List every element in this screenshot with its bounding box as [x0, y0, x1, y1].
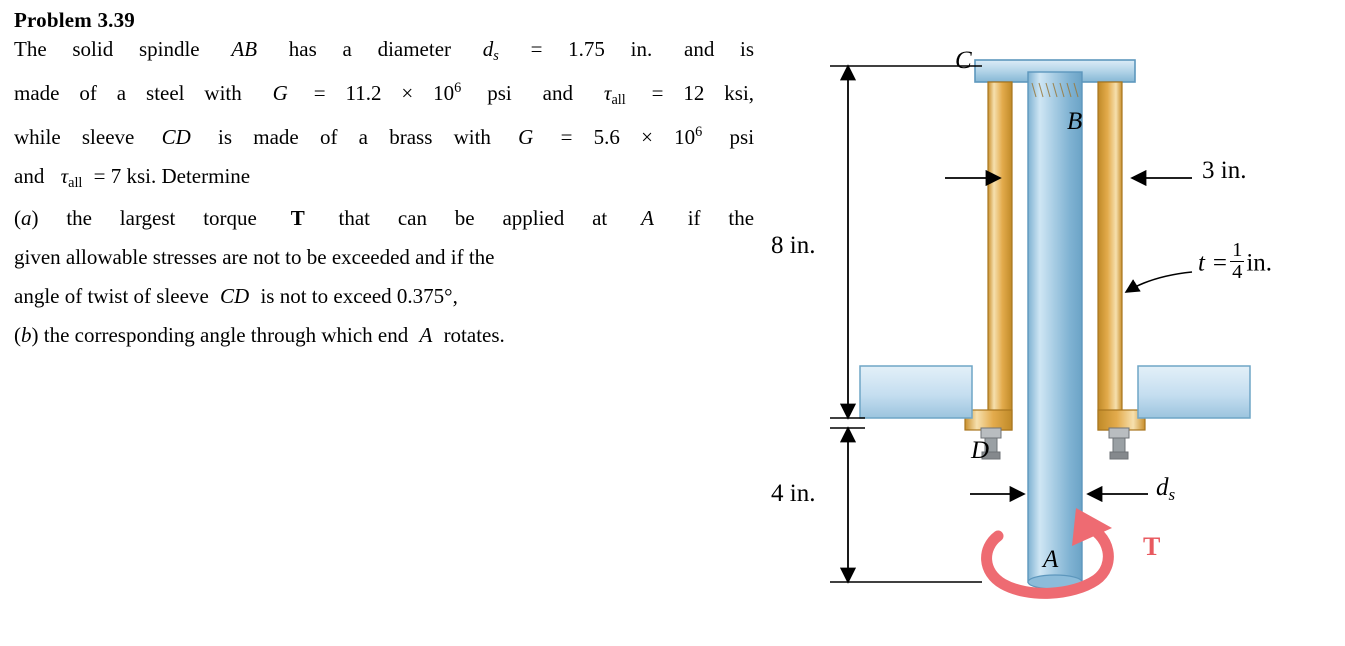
- text-subscript: all: [68, 175, 83, 192]
- statement-line-2: [14, 81, 754, 107]
- label-A: A: [1043, 546, 1059, 573]
- text-run: ) the largest torque: [31, 206, 257, 231]
- text-run: angle of twist of sleeve: [14, 284, 209, 309]
- statement-line-1: [14, 39, 754, 63]
- thickness-symbol: t =: [1198, 249, 1229, 277]
- page-title: Problem 3.39: [14, 8, 135, 32]
- text-run: (: [14, 206, 21, 231]
- fraction-numerator: 1: [1232, 239, 1243, 261]
- text-run: and is: [684, 37, 755, 61]
- statement-line-4: [14, 166, 754, 190]
- text-run: = 1.75 in.: [530, 37, 653, 61]
- part-a-line-1: [14, 208, 754, 229]
- part-a-line-3: [14, 286, 754, 307]
- text-run: . Determine: [150, 164, 251, 189]
- text-run: psi: [729, 125, 755, 150]
- label-C: C: [955, 47, 972, 74]
- text-run: psi: [487, 81, 512, 106]
- text-subscript: all: [611, 92, 626, 109]
- text-run-italic: τ: [603, 81, 612, 106]
- dimension-3in: 3 in.: [1202, 157, 1247, 184]
- label-B: B: [1067, 108, 1083, 135]
- thickness-fraction: [1230, 240, 1244, 282]
- bolt-right: [1109, 428, 1129, 459]
- text-run-italic: a: [21, 206, 32, 231]
- text-run: if the: [687, 206, 755, 231]
- text-run-italic: CD: [220, 284, 250, 309]
- part-a-line-2: given allowable stresses are not to be exceeded and if the: [14, 245, 495, 270]
- text-run: (: [14, 323, 21, 348]
- text-run-italic: G: [518, 125, 534, 150]
- thickness-unit: in.: [1246, 249, 1273, 277]
- fraction-denominator: 4: [1232, 260, 1243, 283]
- label-ds: [1156, 474, 1175, 505]
- text-subscript: s: [493, 47, 499, 64]
- text-run-italic: τ: [60, 164, 69, 189]
- text-run-italic: d: [482, 37, 494, 61]
- ds-subscript: s: [1168, 484, 1176, 504]
- label-D: D: [971, 437, 990, 464]
- text-superscript: 6: [454, 80, 462, 97]
- text-run: is made of a brass with: [218, 125, 491, 150]
- text-run: = 7 ksi: [93, 164, 151, 189]
- text-run: = 12 ksi,: [651, 81, 755, 106]
- dimension-8in: 8 in.: [771, 232, 816, 259]
- text-run-italic: G: [272, 81, 288, 106]
- text-run: ) the corresponding angle through which end: [31, 323, 409, 348]
- text-run: has a diameter: [288, 37, 452, 61]
- problem-body: [14, 39, 754, 346]
- dimension-4in: 4 in.: [771, 480, 816, 507]
- text-run: while sleeve: [14, 125, 135, 150]
- ds-symbol: d: [1156, 474, 1169, 501]
- text-run: and: [14, 164, 45, 189]
- figure-spindle-sleeve: [760, 0, 1345, 646]
- text-run: and: [542, 81, 573, 106]
- text-run: is not to exceed 0.375°,: [260, 284, 458, 309]
- text-run-italic: A: [419, 323, 433, 348]
- text-run-italic: A: [641, 206, 654, 231]
- text-run-italic: CD: [161, 125, 191, 150]
- problem-statement: [14, 8, 754, 364]
- text-run: = 11.2 × 10: [313, 81, 455, 106]
- text-superscript: 6: [695, 124, 703, 141]
- statement-line-3: [14, 125, 754, 148]
- text-run: rotates.: [443, 323, 505, 348]
- text-run-italic: b: [21, 323, 32, 348]
- text-run: that can be applied at: [338, 206, 608, 231]
- text-run: = 5.6 × 10: [560, 125, 696, 150]
- part-b-line-1: [14, 325, 754, 346]
- text-run: made of a steel with: [14, 81, 242, 106]
- text-run-bold: T: [290, 206, 305, 231]
- label-T: T: [1143, 532, 1161, 561]
- dimension-thickness: [1198, 240, 1272, 282]
- text-run-italic: AB: [231, 37, 258, 61]
- text-run: The solid spindle: [14, 37, 200, 61]
